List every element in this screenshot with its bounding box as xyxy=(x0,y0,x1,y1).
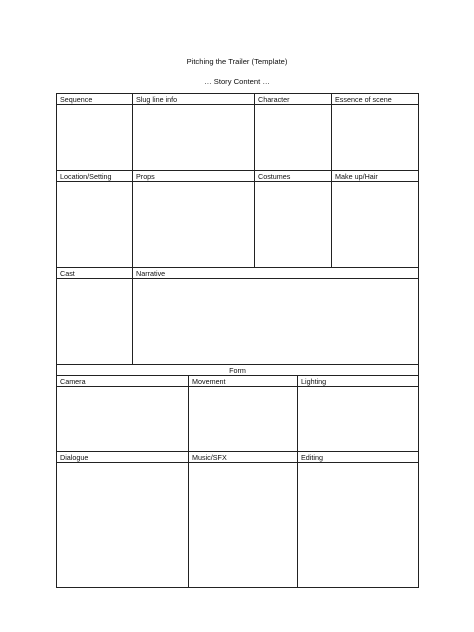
document-subtitle: … Story Content … xyxy=(204,77,270,86)
template-grid xyxy=(56,93,418,587)
header-camera: Camera xyxy=(56,375,189,387)
header-location-setting: Location/Setting xyxy=(56,170,133,182)
editing-field[interactable] xyxy=(297,462,419,588)
lighting-field[interactable] xyxy=(297,386,419,452)
header-costumes: Costumes xyxy=(254,170,332,182)
location-setting-field[interactable] xyxy=(56,181,133,268)
music-sfx-field[interactable] xyxy=(188,462,298,588)
props-field[interactable] xyxy=(132,181,255,268)
make-up-hair-field[interactable] xyxy=(331,181,419,268)
document-title: Pitching the Trailer (Template) xyxy=(186,57,288,66)
costumes-field[interactable] xyxy=(254,181,332,268)
header-character: Character xyxy=(254,93,332,105)
header-music-sfx: Music/SFX xyxy=(188,451,298,463)
form-heading: Form xyxy=(56,364,419,376)
movement-field[interactable] xyxy=(188,386,298,452)
header-movement: Movement xyxy=(188,375,298,387)
slug-line-info-field[interactable] xyxy=(132,104,255,171)
header-narrative: Narrative xyxy=(132,267,419,279)
cast-field[interactable] xyxy=(56,278,133,365)
header-props: Props xyxy=(132,170,255,182)
header-slug-line-info: Slug line info xyxy=(132,93,255,105)
sequence-field[interactable] xyxy=(56,104,133,171)
header-make-up-hair: Make up/Hair xyxy=(331,170,419,182)
narrative-field[interactable] xyxy=(132,278,419,365)
essence-of-scene-field[interactable] xyxy=(331,104,419,171)
header-cast: Cast xyxy=(56,267,133,279)
camera-field[interactable] xyxy=(56,386,189,452)
header-lighting: Lighting xyxy=(297,375,419,387)
header-editing: Editing xyxy=(297,451,419,463)
header-essence-of-scene: Essence of scene xyxy=(331,93,419,105)
header-sequence: Sequence xyxy=(56,93,133,105)
dialogue-field[interactable] xyxy=(56,462,189,588)
character-field[interactable] xyxy=(254,104,332,171)
header-dialogue: Dialogue xyxy=(56,451,189,463)
